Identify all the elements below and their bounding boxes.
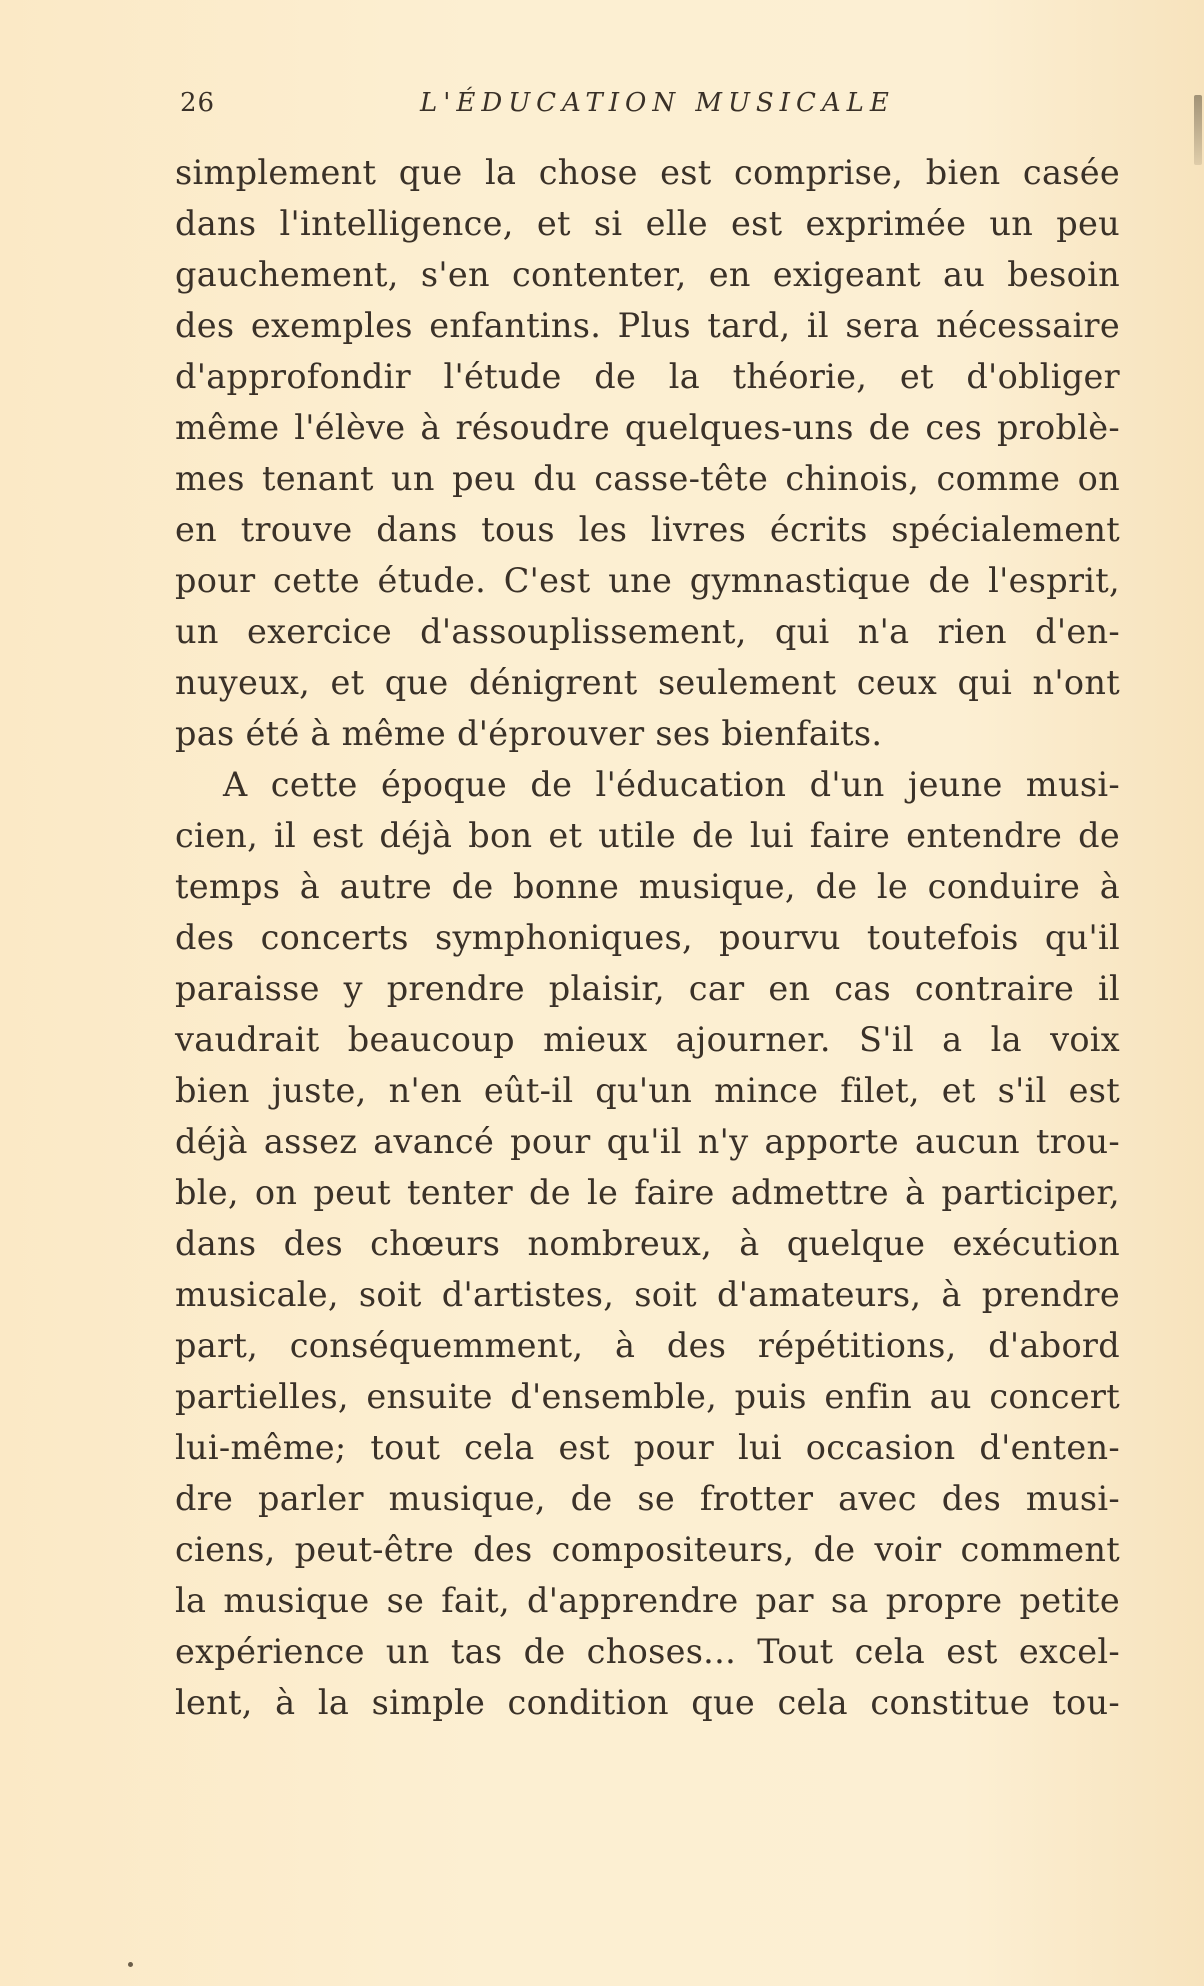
text-line: partielles, ensuite d'ensemble, puis enfin au concert (175, 1377, 1120, 1416)
page-edge-mark (1194, 95, 1202, 165)
text-line: déjà assez avancé pour qu'il n'y apporte aucun trou- (175, 1122, 1120, 1161)
text-line: temps à autre de bonne musique, de le conduire à (175, 867, 1120, 906)
text-line: dans l'intelligence, et si elle est exprimée un peu (175, 204, 1120, 243)
text-line: nuyeux, et que dénigrent seulement ceux qui n'ont (175, 663, 1120, 702)
text-line: des concerts symphoniques, pourvu toutefois qu'il (175, 918, 1120, 957)
text-line: gauchement, s'en contenter, en exigeant au besoin (175, 255, 1120, 294)
body-text (175, 147, 1120, 1728)
text-line: paraisse y prendre plaisir, car en cas contraire il (175, 969, 1120, 1008)
text-line: mes tenant un peu du casse-tête chinois, comme on (175, 459, 1120, 498)
text-line: lui-même; tout cela est pour lui occasion d'enten- (175, 1428, 1120, 1467)
paragraph-end-line: pas été à même d'éprouver ses bienfaits. (175, 714, 883, 753)
text-line: des exemples enfantins. Plus tard, il sera nécessaire (175, 306, 1120, 345)
text-line: dre parler musique, de se frotter avec des musi- (175, 1479, 1120, 1518)
text-line: ciens, peut-être des compositeurs, de voir comment (175, 1530, 1120, 1569)
text-line: un exercice d'assouplissement, qui n'a rien d'en- (175, 612, 1120, 651)
text-line: part, conséquemment, à des répétitions, d'abord (175, 1326, 1120, 1365)
paragraph-start-line: A cette époque de l'éducation d'un jeune musi- (223, 765, 1120, 804)
text-line: pour cette étude. C'est une gymnastique de l'esprit, (175, 561, 1120, 600)
text-line: même l'élève à résoudre quelques-uns de ces problè- (175, 408, 1120, 447)
text-line: en trouve dans tous les livres écrits spécialement (175, 510, 1120, 549)
text-line: lent, à la simple condition que cela constitue tou- (175, 1683, 1120, 1722)
text-line: vaudrait beaucoup mieux ajourner. S'il a la voix (175, 1020, 1120, 1059)
page-header (180, 88, 1120, 128)
text-line: simplement que la chose est comprise, bien casée (175, 153, 1120, 192)
running-title: L'ÉDUCATION MUSICALE (420, 88, 895, 118)
text-line: musicale, soit d'artistes, soit d'amateurs, à prendre (175, 1275, 1120, 1314)
text-line: d'approfondir l'étude de la théorie, et d'obliger (175, 357, 1120, 396)
text-line: expérience un tas de choses... Tout cela est excel- (175, 1632, 1120, 1671)
text-line: dans des chœurs nombreux, à quelque exécution (175, 1224, 1120, 1263)
text-line: ble, on peut tenter de le faire admettre à participer, (175, 1173, 1120, 1212)
page-number: 26 (180, 88, 216, 118)
text-line: bien juste, n'en eût-il qu'un mince filet, et s'il est (175, 1071, 1120, 1110)
ink-speck (128, 1962, 133, 1967)
text-line: la musique se fait, d'apprendre par sa propre petite (175, 1581, 1120, 1620)
text-line: cien, il est déjà bon et utile de lui faire entendre de (175, 816, 1120, 855)
